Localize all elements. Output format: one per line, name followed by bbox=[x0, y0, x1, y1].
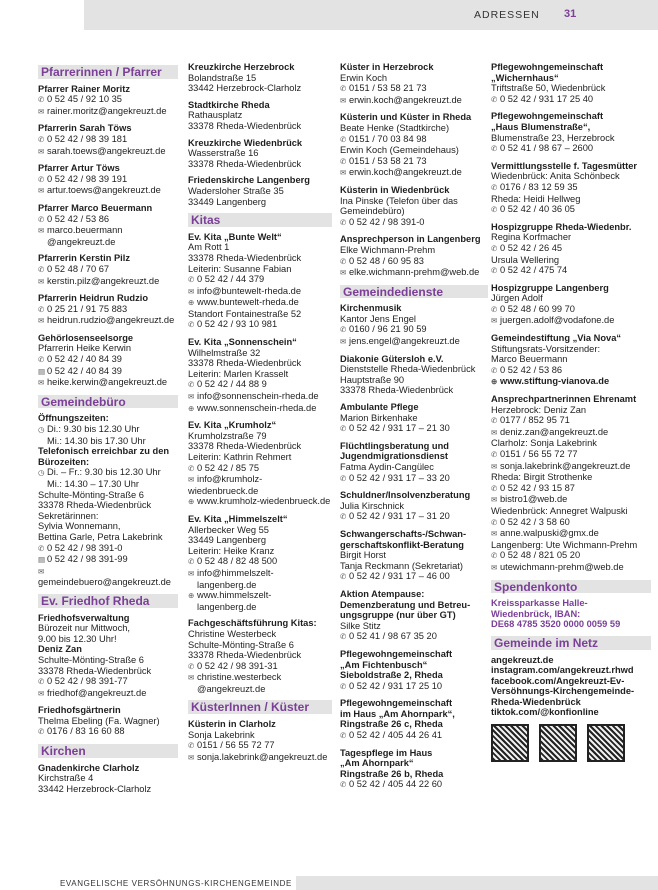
phone-icon: ✆ bbox=[188, 557, 195, 567]
mail-icon: ✉ bbox=[188, 475, 195, 485]
phone-icon: ✆ bbox=[188, 741, 195, 751]
clock-icon: ◷ bbox=[38, 425, 45, 435]
phone-icon: ✆ bbox=[340, 256, 347, 266]
mail-icon: ✉ bbox=[491, 461, 498, 471]
phone-icon: ✆ bbox=[38, 264, 45, 274]
contact-entry: Tagespflege im Haus „Am Ahornpark“ Ringstraße 26 b, Rheda ✆ 0 52 42 / 405 44 22 60 bbox=[340, 747, 444, 790]
web-link[interactable]: www.sonnenschein-rheda.de bbox=[197, 402, 317, 413]
contact-entry: Schuldner/Insolvenzberatung Julia Kirschnick ✆ 0 52 42 / 931 17 – 31 20 bbox=[340, 490, 471, 522]
contact-entry: Ansprechpartnerinnen Ehrenamt Herzebrock: Deniz Zan ✆ 0177 / 852 95 71 ✉ deniz.zan@angekreuzt.de Clarholz: Sonja Lakebrink ✆ 0151 / 56 55 72 77 ✉ sonja.lakebrink@angekreuzt.de Rheda: Birgit Strothenke ✆ 0 52 42 / 93 15 87 ✉ bistro1@web.de Wiedenbrück: Annegret Walpuski ✆ 0 52 42 / 3 58 60 ✉ anne.walpuski@gmx.de Langenberg: Ute Wichmann-Prehm ✆ 0 52 48 / 821 05 20 ✉ utewichmann-prehm@web.de bbox=[491, 394, 638, 572]
contact-entry: Pflegewohngemeinschaft „Haus Blumenstraße“, Blumenstraße 23, Herzebrock ✆ 0 52 41 / 98 67 – 2600 bbox=[491, 111, 615, 154]
contact-entry: Gehörlosenseelsorge Pfarrerin Heike Kerwin ✆ 0 52 42 / 40 84 39 ▤ 0 52 42 / 40 84 39 ✉ heike.kerwin@angekreuzt.de bbox=[38, 332, 168, 388]
section-heading-kirchen: Kirchen bbox=[38, 744, 178, 758]
phone-icon: ✆ bbox=[38, 95, 45, 105]
phone-icon: ✆ bbox=[188, 463, 195, 473]
phone-icon: ✆ bbox=[38, 677, 45, 687]
email-link[interactable]: info@buntewelt-rheda.de bbox=[197, 285, 302, 296]
phone-icon: ✆ bbox=[188, 661, 195, 671]
social-links: angekreuzt.de instagram.com/angekreuzt.rhwd facebook.com/Angekreuzt-Ev- Versöhnungs-Kirchengemeinde- Rheda-Wiedenbrück tiktok.com/@konfionline bbox=[491, 655, 651, 719]
web-link[interactable]: langenberg.de bbox=[197, 601, 257, 612]
instagram-link[interactable]: instagram.com/angekreuzt.rhwd bbox=[491, 665, 634, 676]
footer-text: EVANGELISCHE VERSÖHNUNGS-KIRCHENGEMEINDE bbox=[60, 879, 292, 888]
fax-icon: ▤ bbox=[38, 366, 46, 376]
phone-icon: ✆ bbox=[340, 572, 347, 582]
phone-icon: ✆ bbox=[340, 731, 347, 741]
contact-entry: Küsterin in Clarholz Sonja Lakebrink ✆ 0151 / 56 55 72 77 ✉ sonja.lakebrink@angekreuzt.de bbox=[188, 719, 328, 762]
mail-icon: ✉ bbox=[38, 378, 45, 388]
contact-entry: Gnadenkirche Clarholz Kirchstraße 4 33442 Herzebrock-Clarholz bbox=[38, 762, 152, 794]
phone-icon: ✆ bbox=[340, 424, 347, 434]
mail-icon: ✉ bbox=[340, 168, 347, 178]
email-link[interactable]: jens.engel@angekreuzt.de bbox=[349, 336, 460, 347]
contact-entry: Pfarrer Marco Beuermann ✆ 0 52 42 / 53 86 ✉ marco.beuermann @angekreuzt.de bbox=[38, 203, 178, 247]
phone-icon: ✆ bbox=[340, 156, 347, 166]
email-link[interactable]: gemeindebuero@angekreuzt.de bbox=[38, 577, 171, 588]
phone-icon: ✆ bbox=[38, 134, 45, 144]
page-number: 31 bbox=[564, 8, 577, 20]
footer-bar bbox=[296, 876, 658, 890]
email-link[interactable]: rainer.moritz@angekreuzt.de bbox=[47, 105, 167, 116]
phone-icon: ✆ bbox=[491, 94, 498, 104]
contact-entry: Hospizgruppe Langenberg Jürgen Adolf ✆ 0 52 48 / 60 99 70 ✉ juergen.adolf@vodafone.de bbox=[491, 282, 615, 326]
facebook-link[interactable]: facebook.com/Angekreuzt-Ev- bbox=[491, 675, 625, 686]
email-link[interactable]: heidrun.rudzio@angekreuzt.de bbox=[47, 315, 175, 326]
contact-entry: Ev. Kita „Krumholz“ Krumholzstraße 79 33378 Rheda-Wiedenbrück Leiterin: Kathrin Rehmert ✆ 0 52 42 / 85 75 ✉ info@krumholz-wiedenbrueck.de ⊕ www.krumholz-wiedenbrueck.de bbox=[188, 420, 331, 507]
page-footer bbox=[0, 876, 658, 890]
phone-icon: ✆ bbox=[340, 84, 347, 94]
contact-entry: Ev. Kita „Bunte Welt“ Am Rott 1 33378 Rheda-Wiedenbrück Leiterin: Susanne Fabian ✆ 0 52 42 / 44 379 ✉ info@buntewelt-rheda.de ⊕ www.buntewelt-rheda.de Standort Fontainestraße 52 ✆ 0 52 42 / 93 10 981 bbox=[188, 231, 302, 330]
phone-icon: ✆ bbox=[340, 512, 347, 522]
phone-icon: ✆ bbox=[38, 543, 45, 553]
email-link[interactable]: langenberg.de bbox=[197, 579, 257, 590]
mail-icon: ✉ bbox=[38, 688, 45, 698]
email-link[interactable]: sonja.lakebrink@angekreuzt.de bbox=[500, 460, 631, 471]
email-link[interactable]: @angekreuzt.de bbox=[197, 683, 266, 694]
contact-entry: Ansprechperson in Langenberg Elke Wichmann-Prehm ✆ 0 52 48 / 60 95 83 ✉ elke.wichmann-prehm@web.de bbox=[340, 234, 481, 278]
phone-icon: ✆ bbox=[340, 217, 347, 227]
mail-icon: ✉ bbox=[38, 226, 45, 236]
column-4 bbox=[491, 62, 651, 765]
email-link[interactable]: artur.toews@angekreuzt.de bbox=[47, 185, 161, 196]
phone-icon: ✆ bbox=[491, 517, 498, 527]
phone-icon: ✆ bbox=[491, 450, 498, 459]
section-heading-gemeindedienste: Gemeindedienste bbox=[340, 285, 488, 299]
mail-icon: ✉ bbox=[491, 562, 498, 572]
web-link[interactable]: www.himmelszelt- bbox=[197, 590, 272, 601]
phone-icon: ✆ bbox=[340, 780, 347, 790]
contact-entry: Pfarrerin Kerstin Pilz ✆ 0 52 48 / 70 67 ✉ kerstin.pilz@angekreuzt.de bbox=[38, 253, 160, 286]
contact-entry: Stadtkirche Rheda Rathausplatz 33378 Rheda-Wiedenbrück bbox=[188, 99, 302, 131]
mail-icon: ✉ bbox=[188, 752, 195, 762]
mail-icon: ✉ bbox=[38, 566, 45, 576]
web-link[interactable]: www.stiftung-vianova.de bbox=[500, 376, 610, 387]
globe-icon: ⊕ bbox=[188, 298, 195, 308]
contact-entry: Schwangerschafts-/Schwan- gerschaftskonflikt-Beratung Birgit Horst Tanja Reckmann (Sekretariat) ✆ 0 52 42 / 931 17 – 46 00 bbox=[340, 528, 467, 582]
phone-icon: ✆ bbox=[340, 632, 347, 642]
section-heading-netz: Gemeinde im Netz bbox=[491, 636, 651, 650]
section-heading-kuester: KüsterInnen / Küster bbox=[188, 700, 332, 714]
phone-icon: ✆ bbox=[340, 681, 347, 691]
phone-icon: ✆ bbox=[188, 275, 195, 285]
phone-icon: ✆ bbox=[340, 134, 347, 144]
mail-icon: ✉ bbox=[340, 268, 347, 278]
tiktok-link[interactable]: tiktok.com/@konfionline bbox=[491, 707, 599, 718]
contact-entry: Friedenskirche Langenberg Wadersloher Straße 35 33449 Langenberg bbox=[188, 175, 310, 207]
contact-entry: Küster in Herzebrock Erwin Koch ✆ 0151 / 53 58 21 73 ✉ erwin.koch@angekreuzt.de bbox=[340, 62, 462, 105]
mail-icon: ✉ bbox=[491, 495, 498, 505]
email-link[interactable]: sonja.lakebrink@angekreuzt.de bbox=[197, 751, 328, 762]
contact-entry: Vermittlungsstelle f. Tagesmütter Wiedenbrück: Anita Schönbeck ✆ 0176 / 83 12 59 35 Rheda: Heidi Hellweg ✆ 0 52 42 / 40 36 05 bbox=[491, 160, 638, 215]
qr-code[interactable] bbox=[539, 724, 577, 762]
contact-entry: Kreuzkirche Herzebrock Bolandstraße 15 33442 Herzebrock-Clarholz bbox=[188, 62, 302, 94]
contact-entry: Friedhofsgärtnerin Thelma Ebeling (Fa. Wagner) ✆ 0176 / 83 16 60 88 bbox=[38, 705, 160, 737]
email-link[interactable]: utewichmann-prehm@web.de bbox=[500, 561, 624, 572]
email-link[interactable]: bistro1@web.de bbox=[500, 494, 568, 505]
contact-entry: Ambulante Pflege Marion Birkenhake ✆ 0 52 42 / 931 17 – 21 30 bbox=[340, 402, 450, 434]
mail-icon: ✉ bbox=[38, 316, 45, 326]
qr-code[interactable] bbox=[587, 724, 625, 762]
contact-entry: Öffnungszeiten: ◷ Di.: 9.30 bis 12.30 Uhr Mi.: 14.30 bis 17.30 Uhr Telefonisch erreichbar zu den Bürozeiten: ◷ Di. – Fr.: 9.30 bis 12.30 Uhr Mi.: 14.30 – 17.30 Uhr Schulte-Mönting-Straße 6 33378 Rheda-Wiedenbrück Sekretärinnen: Sylvia Wonnemann, Bettina Garle, Petra Lakebrink ✆ 0 52 42 / 98 391-0 ▤ 0 52 42 / 98 391-99 ✉gemeindebuero@angekreuzt.de bbox=[38, 413, 171, 588]
contact-entry: Pfarrerin Heidrun Rudzio ✆ 0 25 21 / 91 75 883 ✉ heidrun.rudzio@angekreuzt.de bbox=[38, 293, 175, 326]
email-link[interactable]: erwin.koch@angekreuzt.de bbox=[349, 167, 462, 178]
contact-entry: Kirchenmusik Kantor Jens Engel ✆ 0160 / 96 21 90 59 ✉ jens.engel@angekreuzt.de bbox=[340, 303, 460, 347]
page-header bbox=[84, 0, 658, 30]
section-heading-spendenkonto: Spendenkonto bbox=[491, 580, 651, 594]
email-link[interactable]: erwin.koch@angekreuzt.de bbox=[349, 94, 462, 105]
phone-icon: ✆ bbox=[491, 416, 498, 426]
phone-icon: ✆ bbox=[38, 214, 45, 224]
phone-icon: ✆ bbox=[491, 365, 498, 375]
phone-icon: ✆ bbox=[340, 473, 347, 483]
mail-icon: ✉ bbox=[38, 146, 45, 156]
column-3 bbox=[340, 62, 488, 797]
phone-icon: ✆ bbox=[38, 174, 45, 184]
mail-icon: ✉ bbox=[38, 186, 45, 196]
email-link[interactable]: anne.walpuski@gmx.de bbox=[500, 528, 599, 539]
column-2 bbox=[188, 62, 332, 769]
globe-icon: ⊕ bbox=[188, 403, 195, 413]
phone-icon: ✆ bbox=[491, 243, 498, 253]
email-link[interactable]: christine.westerbeck bbox=[197, 672, 282, 683]
email-link[interactable]: heike.kerwin@angekreuzt.de bbox=[47, 377, 168, 388]
contact-entry: Diakonie Gütersloh e.V. Dienststelle Rheda-Wiedenbrück Hauptstraße 90 33378 Rheda-Wiedenbrück bbox=[340, 353, 476, 396]
contact-entry: Pflegewohngemeinschaft „Am Fichtenbusch“ Sieboldstraße 2, Rheda ✆ 0 52 42 / 931 17 25 10 bbox=[340, 648, 453, 691]
web-link[interactable]: www.krumholz-wiedenbrueck.de bbox=[197, 496, 331, 507]
mail-icon: ✉ bbox=[340, 337, 347, 347]
contact-entry: Gemeindestiftung „Via Nova“ Stiftungsrats-Vorsitzender: Marco Beuermann ✆ 0 52 42 / 53 86 ⊕ www.stiftung-vianova.de bbox=[491, 333, 622, 387]
contact-entry: Pfarrerin Sarah Töws ✆ 0 52 42 / 98 39 181 ✉ sarah.toews@angekreuzt.de bbox=[38, 123, 166, 156]
email-link[interactable]: info@krumholz-wiedenbrueck.de bbox=[188, 474, 263, 496]
header-title: ADRESSEN bbox=[474, 9, 540, 21]
phone-icon: ✆ bbox=[491, 182, 498, 192]
email-link[interactable]: deniz.zan@angekreuzt.de bbox=[500, 426, 609, 437]
fax-icon: ▤ bbox=[38, 555, 46, 565]
contact-entry: Hospizgruppe Rheda-Wiedenbr. Regina Korfmacher ✆ 0 52 42 / 26 45 Ursula Wellering ✆ 0 52 42 / 475 74 bbox=[491, 221, 632, 276]
mail-icon: ✉ bbox=[491, 529, 498, 539]
phone-icon: ✆ bbox=[491, 304, 498, 314]
clock-icon: ◷ bbox=[38, 468, 45, 478]
mail-icon: ✉ bbox=[491, 427, 498, 437]
column-1 bbox=[38, 62, 178, 800]
mail-icon: ✉ bbox=[38, 106, 45, 116]
contact-entry: Fachgeschäftsführung Kitas: Christine Westerbeck Schulte-Mönting-Straße 6 33378 Rheda-Wiedenbrück ✆ 0 52 42 / 98 391-31 ✉ christine.westerbeck @angekreuzt.de bbox=[188, 618, 332, 694]
phone-icon: ✆ bbox=[38, 355, 45, 365]
phone-icon: ✆ bbox=[491, 205, 498, 215]
contact-entry: Ev. Kita „Sonnenschein“ Wilhelmstraße 32 33378 Rheda-Wiedenbrück Leiterin: Marlen Krasselt ✆ 0 52 42 / 44 88 9 ✉ info@sonnenschein-rheda.de ⊕ www.sonnenschein-rheda.de bbox=[188, 337, 319, 413]
mail-icon: ✉ bbox=[340, 95, 347, 105]
email-link[interactable]: info@himmelszelt- bbox=[197, 567, 274, 578]
email-link[interactable]: friedhof@angekreuzt.de bbox=[47, 687, 147, 698]
contact-entry: Ev. Kita „Himmelszelt“ Allerbecker Weg 55 33449 Langenberg Leiterin: Heike Kranz ✆ 0 52 48 / 82 48 500 ✉ info@himmelszelt- langenberg.de ⊕ www.himmelszelt- langenberg.de bbox=[188, 514, 332, 612]
phone-icon: ✆ bbox=[491, 483, 498, 493]
contact-entry: Kreuzkirche Wiedenbrück Wasserstraße 16 33378 Rheda-Wiedenbrück bbox=[188, 137, 303, 169]
qr-code-row bbox=[491, 724, 651, 765]
email-link[interactable]: info@sonnenschein-rheda.de bbox=[197, 391, 319, 402]
web-link[interactable]: angekreuzt.de bbox=[491, 654, 554, 665]
email-link[interactable]: @angekreuzt.de bbox=[47, 236, 116, 247]
phone-icon: ✆ bbox=[340, 325, 347, 335]
email-link[interactable]: marco.beuermann bbox=[47, 225, 123, 236]
contact-entry: Friedhofsverwaltung Bürozeit nur Mittwoch, 9.00 bis 12.30 Uhr! Deniz Zan Schulte-Mönting-Straße 6 33378 Rheda-Wiedenbrück ✆ 0 52 42 / 98 391-77 ✉ friedhof@angekreuzt.de bbox=[38, 612, 152, 698]
email-link[interactable]: juergen.adolf@vodafone.de bbox=[500, 315, 615, 326]
contact-entry: Flüchtlingsberatung und Jugendmigrationsdienst Fatma Aydin-Cangülec ✆ 0 52 42 / 931 17 – 33 20 bbox=[340, 440, 450, 483]
contact-entry: Pflegewohngemeinschaft im Haus „Am Ahornpark“, Ringstraße 26 c, Rheda ✆ 0 52 42 / 405 44 26 41 bbox=[340, 698, 455, 741]
phone-icon: ✆ bbox=[38, 304, 45, 314]
qr-code[interactable] bbox=[491, 724, 529, 762]
mail-icon: ✉ bbox=[491, 316, 498, 326]
globe-icon: ⊕ bbox=[188, 497, 195, 507]
globe-icon: ⊕ bbox=[188, 591, 195, 601]
contact-entry: Küsterin in Wiedenbrück Ina Pinske (Telefon über das Gemeindebüro) ✆ 0 52 42 / 98 391-0 bbox=[340, 184, 458, 227]
section-heading-pfarrer: Pfarrerinnen / Pfarrer bbox=[38, 65, 178, 79]
section-heading-buero: Gemeindebüro bbox=[38, 395, 178, 409]
email-link[interactable]: sarah.toews@angekreuzt.de bbox=[47, 145, 166, 156]
contact-entry: Pfarrer Artur Töws ✆ 0 52 42 / 98 39 191 ✉ artur.toews@angekreuzt.de bbox=[38, 163, 161, 196]
bank-account: Kreissparkasse Halle- Wiedenbrück, IBAN: DE68 4785 3520 0000 0059 59 bbox=[491, 598, 621, 630]
phone-icon: ✆ bbox=[188, 320, 195, 330]
mail-icon: ✉ bbox=[188, 392, 195, 402]
contact-entry: Pflegewohngemeinschaft „Wichernhaus“ Triftstraße 50, Wiedenbrück ✆ 0 52 42 / 931 17 25 40 bbox=[491, 62, 606, 104]
mail-icon: ✉ bbox=[188, 673, 195, 683]
contact-entry: Pfarrer Rainer Moritz ✆ 0 52 45 / 92 10 35 ✉ rainer.moritz@angekreuzt.de bbox=[38, 83, 167, 116]
phone-icon: ✆ bbox=[491, 551, 498, 561]
mail-icon: ✉ bbox=[188, 568, 195, 578]
phone-icon: ✆ bbox=[188, 380, 195, 390]
contact-entry: Küsterin und Küster in Rheda Beate Henke (Stadtkirche) ✆ 0151 / 70 03 84 98 Erwin Koch (Gemeindehaus) ✆ 0151 / 53 58 21 73 ✉ erwin.koch@angekreuzt.de bbox=[340, 112, 472, 178]
contact-entry: Aktion Atempause: Demenzberatung und Betreu- ungsgruppe (nur über GT) Silke Stitz ✆ 0 52 41 / 98 67 35 20 bbox=[340, 588, 471, 642]
email-link[interactable]: kerstin.pilz@angekreuzt.de bbox=[47, 275, 160, 286]
globe-icon: ⊕ bbox=[491, 377, 498, 387]
email-link[interactable]: elke.wichmann-prehm@web.de bbox=[349, 267, 480, 278]
mail-icon: ✉ bbox=[38, 276, 45, 286]
phone-icon: ✆ bbox=[491, 266, 498, 276]
section-heading-friedhof: Ev. Friedhof Rheda bbox=[38, 594, 178, 608]
section-heading-kitas: Kitas bbox=[188, 213, 332, 227]
web-link[interactable]: www.buntewelt-rheda.de bbox=[197, 297, 299, 308]
phone-icon: ✆ bbox=[38, 727, 45, 737]
phone-icon: ✆ bbox=[491, 144, 498, 154]
mail-icon: ✉ bbox=[188, 286, 195, 296]
